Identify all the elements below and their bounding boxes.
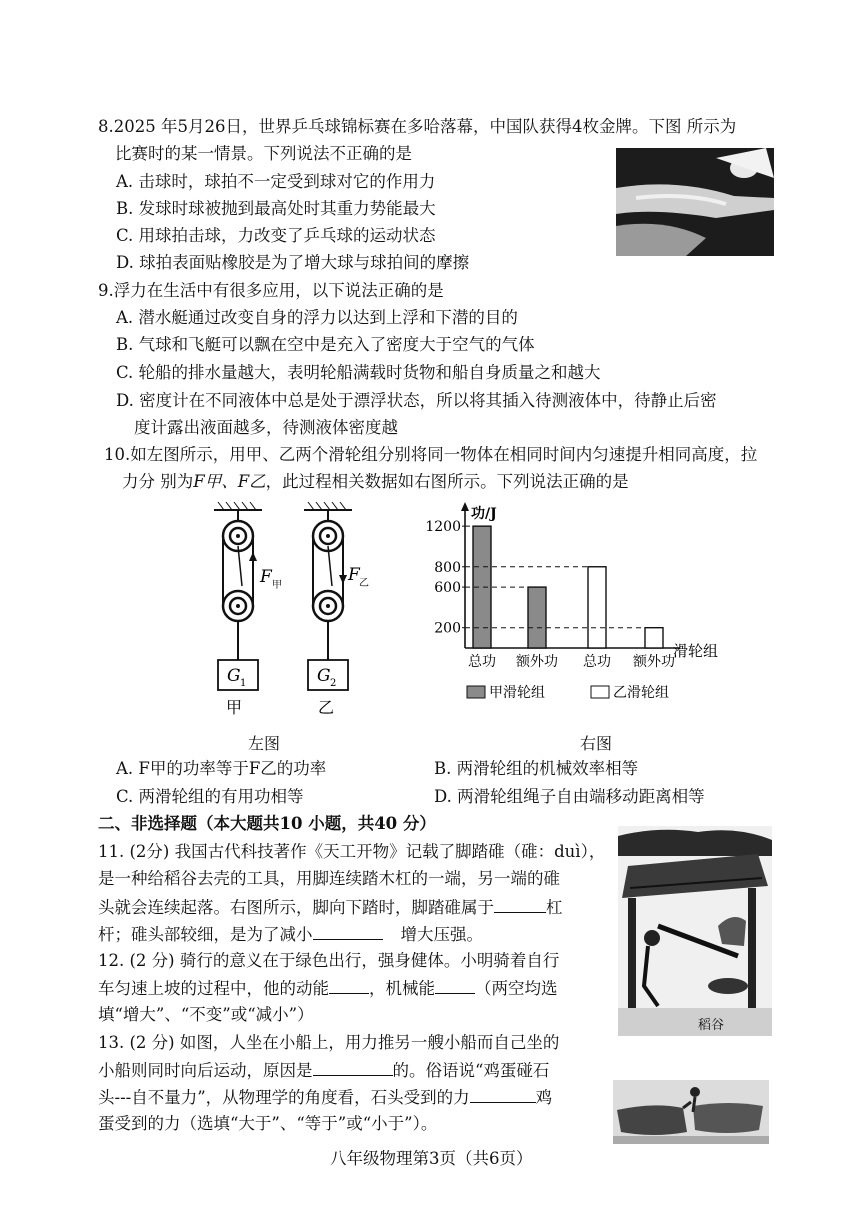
bar-2 — [588, 567, 606, 648]
q12-line1: 12. (2 分) 骑行的意义在于绿色出行，强身健体。小明骑着自行 — [98, 951, 560, 970]
q9-option-d-line1: D. 密度计在不同液体中总是处于漂浮状态，所以将其插入待测液体中，待静止后密 — [116, 391, 717, 410]
q9-option-d-line2: 度计露出液面越多，待测液体密度越 — [134, 418, 398, 437]
y-tick-label-200: 200 — [434, 620, 461, 637]
right-figure-caption: 右图 — [580, 734, 613, 753]
q13-line2-end: 的。俗语说“鸡蛋碰石 — [392, 1061, 550, 1080]
q13-line2-text: 小船则同时向后运动，原因是 — [98, 1061, 313, 1080]
q13-line4: 蛋受到的力（选填“大于”、“等于”或“小于”）。 — [98, 1114, 438, 1133]
legend-swatch-yi — [591, 686, 609, 698]
q11-line4-end: 增大压强。 — [400, 925, 483, 944]
q12-line2 — [98, 977, 558, 1000]
q8-option-d: D. 球拍表面贴橡胶是为了增大球与球拍间的摩擦 — [116, 253, 470, 272]
q10-stem-line2 — [122, 471, 629, 493]
q12-line3: 填“增大”、“不变”或“减小”） — [98, 1005, 314, 1024]
q12-line2-text: 车匀速上坡的过程中，他的动能 — [98, 979, 329, 998]
q13-line2 — [98, 1059, 549, 1082]
q10-stem-line1: 10.如左图所示，用甲、乙两个滑轮组分别将同一物体在相同时间内匀速提升相同高度，拉 — [104, 445, 758, 464]
q11-blank-1[interactable] — [494, 896, 546, 913]
q13-line3 — [98, 1086, 552, 1109]
table-tennis-photo-drawing — [616, 148, 774, 256]
force-label-jia: F — [260, 567, 272, 587]
x-category-label-1: 额外功 — [516, 654, 558, 670]
weight-label-jia-sub: 1 — [240, 678, 247, 689]
pulley-jia — [214, 502, 282, 717]
pulley-diagram — [200, 498, 380, 723]
pulley-yi — [304, 502, 369, 717]
work-bar-chart — [415, 500, 745, 715]
foot-pestle-drawing — [618, 826, 772, 1036]
bar-3 — [645, 628, 663, 648]
page-footer: 八年级物理第3页（共6页） — [330, 1149, 533, 1168]
q11-line3 — [98, 896, 563, 919]
force-label-yi-sub: 乙 — [359, 578, 369, 589]
foot-pestle-illustration — [618, 826, 772, 1036]
pulley-label-jia: 甲 — [226, 698, 243, 717]
q12-blank-2[interactable] — [435, 977, 475, 994]
y-tick-label-600: 600 — [434, 580, 461, 597]
q10-option-b: B. 两滑轮组的机械效率相等 — [434, 759, 639, 778]
left-figure-caption: 左图 — [248, 734, 281, 753]
q10-stem-line2-a: 力分 别为 — [122, 472, 194, 491]
q8-stem-line2: 比赛时的某一情景。下列说法不正确的是 — [115, 144, 412, 163]
y-axis-label: 功/J — [471, 506, 497, 522]
weight-label-yi-sub: 2 — [330, 678, 337, 689]
legend-swatch-jia — [467, 686, 485, 698]
legend-label-jia: 甲滑轮组 — [489, 685, 545, 701]
q10-option-c: C. 两滑轮组的有用功相等 — [116, 787, 304, 806]
force-label-yi: F — [348, 565, 360, 585]
q8-option-c: C. 用球拍击球，力改变了乒乓球的运动状态 — [116, 226, 436, 245]
q11-line3-text: 头就会连续起落。右图所示，脚向下踏时，脚踏碓属于 — [98, 898, 494, 917]
y-tick-label-1200: 1200 — [425, 519, 461, 536]
y-tick-label-800: 800 — [434, 559, 461, 576]
weight-label-jia: G — [227, 666, 241, 686]
rice-caption: 稻谷 — [698, 1018, 725, 1033]
pulley-label-yi: 乙 — [318, 698, 335, 717]
table-tennis-photo — [616, 148, 774, 256]
q8-option-b: B. 发球时球被抛到最高处时其重力势能最大 — [116, 199, 436, 218]
q11-line1: 11. (2分) 我国古代科技著作《天工开物》记载了脚踏碓（碓：duì）， — [98, 842, 606, 861]
q10-stem-line2-c: ，此过程相关数据如右图所示。下列说法正确的是 — [265, 472, 629, 491]
section2-title: 二、非选择题（本大题共10 小题，共40 分） — [98, 814, 436, 833]
q11-line4-text: 杆；碓头部较细，是为了减小 — [98, 925, 313, 944]
q8-stem-line1: 8.2025 年5月26日，世界乒乓球锦标赛在多哈落幕，中国队获得4枚金牌。下图 所示为 — [98, 117, 737, 136]
q9-stem: 9.浮力在生活中有很多应用，以下说法正确的是 — [98, 281, 444, 300]
q13-line1: 13. (2 分) 如图，人坐在小船上，用力推另一艘小船而自己坐的 — [98, 1033, 560, 1052]
q12-line2-mid: ，机械能 — [369, 979, 435, 998]
q11-blank-2[interactable] — [313, 923, 383, 940]
q11-line2: 是一种给稻谷去壳的工具，用脚连续踏木杠的一端，另一端的碓 — [98, 869, 560, 888]
q10-option-d: D. 两滑轮组绳子自由端移动距离相等 — [434, 787, 705, 806]
q13-line3-end: 鸡 — [535, 1088, 553, 1107]
y-axis-arrow — [461, 502, 469, 511]
legend-label-yi: 乙滑轮组 — [613, 685, 669, 701]
q12-blank-1[interactable] — [329, 977, 369, 994]
force-label-jia-sub: 甲 — [272, 580, 282, 591]
q12-line2-end: （两空均选 — [475, 979, 558, 998]
boat-drawing — [613, 1080, 769, 1144]
q9-option-a: A. 潜水艇通过改变自身的浮力以达到上浮和下潜的目的 — [116, 308, 518, 327]
q9-option-b: B. 气球和飞艇可以飘在空中是充入了密度大于空气的气体 — [116, 335, 535, 354]
q8-option-a: A. 击球时，球拍不一定受到球对它的作用力 — [116, 172, 436, 191]
q10-option-a: A. F甲的功率等于F乙的功率 — [116, 759, 327, 778]
x-category-label-2: 总功 — [583, 654, 611, 670]
q13-blank-2[interactable] — [470, 1086, 536, 1103]
x-axis-label: 滑轮组 — [673, 642, 719, 660]
x-category-label-0: 总功 — [468, 654, 496, 670]
q11-line3-end: 杠 — [546, 898, 563, 917]
weight-label-yi: G — [317, 666, 331, 686]
q10-stem-forces: F甲、F乙 — [193, 472, 266, 491]
bar-1 — [528, 587, 546, 648]
boat-illustration — [613, 1080, 769, 1144]
q9-option-c: C. 轮船的排水量越大，表明轮船满载时货物和船自身质量之和越大 — [116, 363, 601, 382]
q13-blank-1[interactable] — [313, 1059, 393, 1076]
q11-line4 — [98, 923, 483, 946]
x-category-label-3: 额外功 — [633, 654, 675, 670]
q13-line3-text: 头---自不量力”，从物理学的角度看，石头受到的力 — [98, 1088, 470, 1107]
